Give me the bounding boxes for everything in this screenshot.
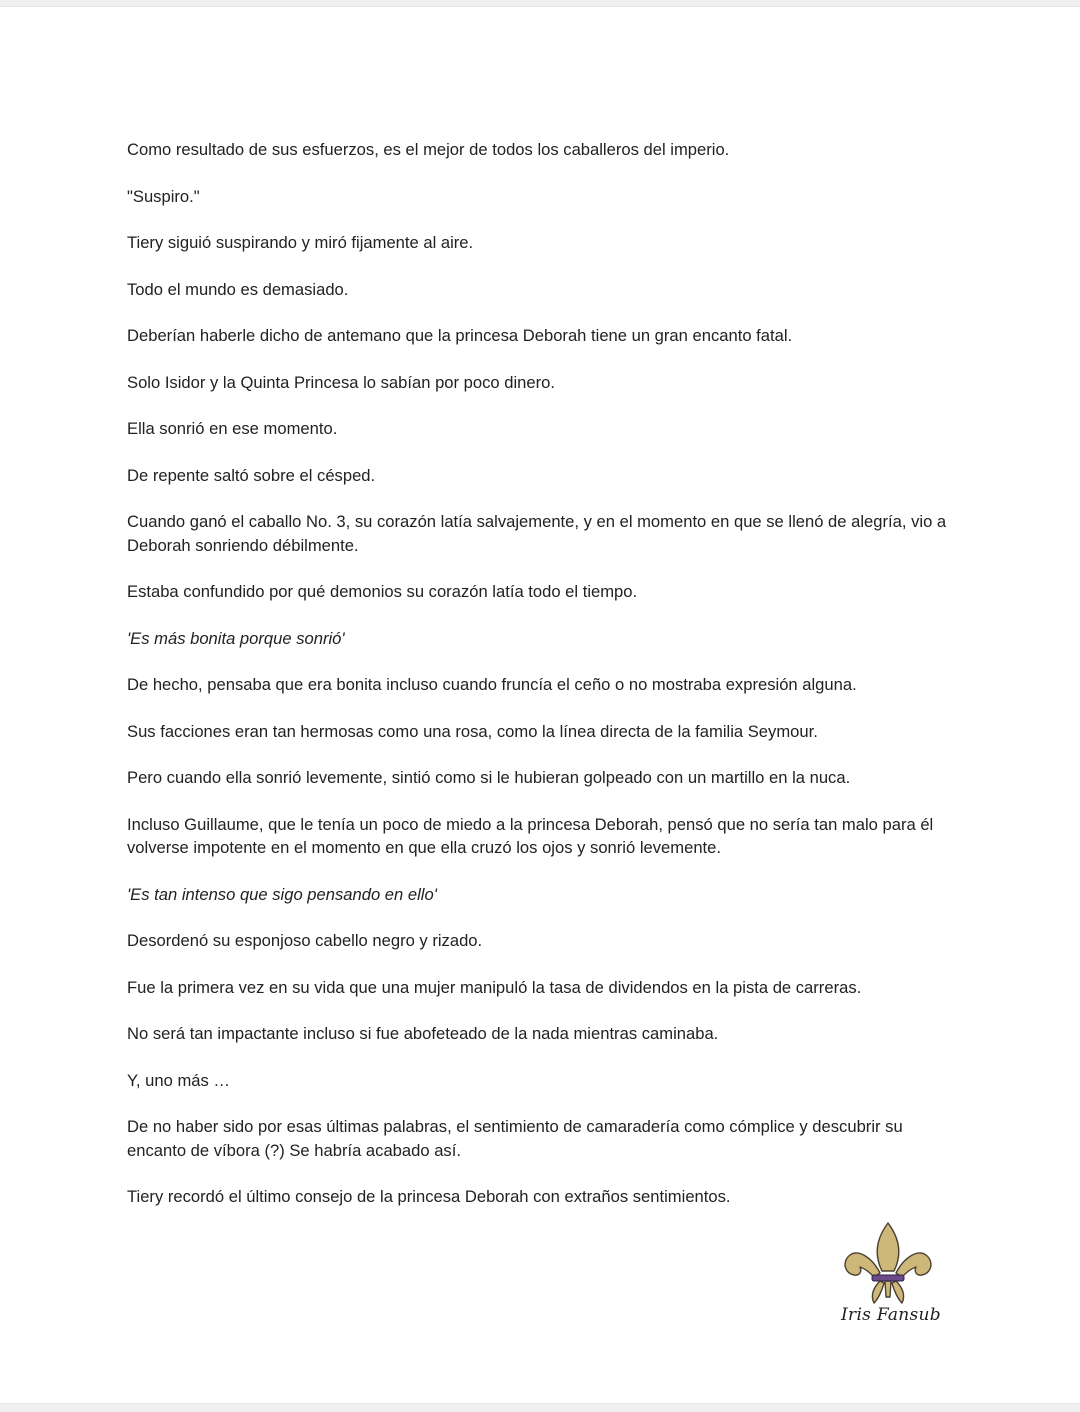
paragraph: "Suspiro."	[127, 186, 200, 206]
paragraph: Incluso Guillaume, que le tenía un poco de miedo a la princesa Deborah, pensó que no sería tan malo para él volverse impotente en el momento en que ella cruzó los ojos y sonrió levemente.	[127, 814, 938, 857]
paragraph: Pero cuando ella sonrió levemente, sintió como si le hubieran golpeado con un martillo en la nuca.	[127, 768, 851, 787]
paragraph: Ella sonrió en ese momento.	[127, 419, 338, 438]
paragraph: De repente saltó sobre el césped.	[127, 465, 376, 485]
paragraph: No será tan impactante incluso si fue abofeteado de la nada mientras caminaba.	[127, 1024, 719, 1043]
paragraph: Cuando ganó el caballo No. 3, su corazón latía salvajemente, y en el momento en que se llenó de alegría, vio a Deborah sonriendo débilmente.	[127, 512, 951, 555]
paragraph: Tiery siguió suspirando y miró fijamente al aire.	[127, 233, 474, 252]
paragraph: Sus facciones eran tan hermosas como una rosa, como la línea directa de la familia Seymour.	[127, 721, 818, 741]
document-page	[0, 6, 1080, 1404]
watermark-text: Iris Fansub	[841, 1305, 941, 1325]
paragraph: Como resultado de sus esfuerzos, es el mejor de todos los caballeros del imperio.	[127, 140, 730, 159]
paragraph: Estaba confundido por qué demonios su corazón latía todo el tiempo.	[127, 582, 638, 601]
paragraph: Desordenó su esponjoso cabello negro y rizado.	[127, 931, 483, 950]
fleur-de-lis-icon	[836, 1219, 946, 1309]
paragraph: Tiery recordó el último consejo de la princesa Deborah con extraños sentimientos.	[127, 1187, 731, 1206]
paragraph: Deberían haberle dicho de antemano que la princesa Deborah tiene un gran encanto fatal.	[127, 326, 793, 345]
paragraph: Todo el mundo es demasiado.	[127, 279, 349, 299]
paragraph: 'Es más bonita porque sonrió'	[127, 628, 345, 648]
paragraph: Fue la primera vez en su vida que una mujer manipuló la tasa de dividendos en la pista de carreras.	[127, 977, 862, 997]
document-body	[127, 138, 962, 1232]
paragraph: 'Es tan intenso que sigo pensando en ello'	[127, 884, 437, 904]
watermark-logo	[836, 1219, 946, 1334]
paragraph: De no haber sido por esas últimas palabras, el sentimiento de camaradería como cómplice y descubrir su encanto de víbora (?) Se habría acabado así.	[127, 1117, 908, 1160]
paragraph: Solo Isidor y la Quinta Princesa lo sabían por poco dinero.	[127, 372, 555, 392]
paragraph: Y, uno más …	[127, 1070, 230, 1090]
paragraph: De hecho, pensaba que era bonita incluso cuando fruncía el ceño o no mostraba expresión alguna.	[127, 675, 857, 694]
